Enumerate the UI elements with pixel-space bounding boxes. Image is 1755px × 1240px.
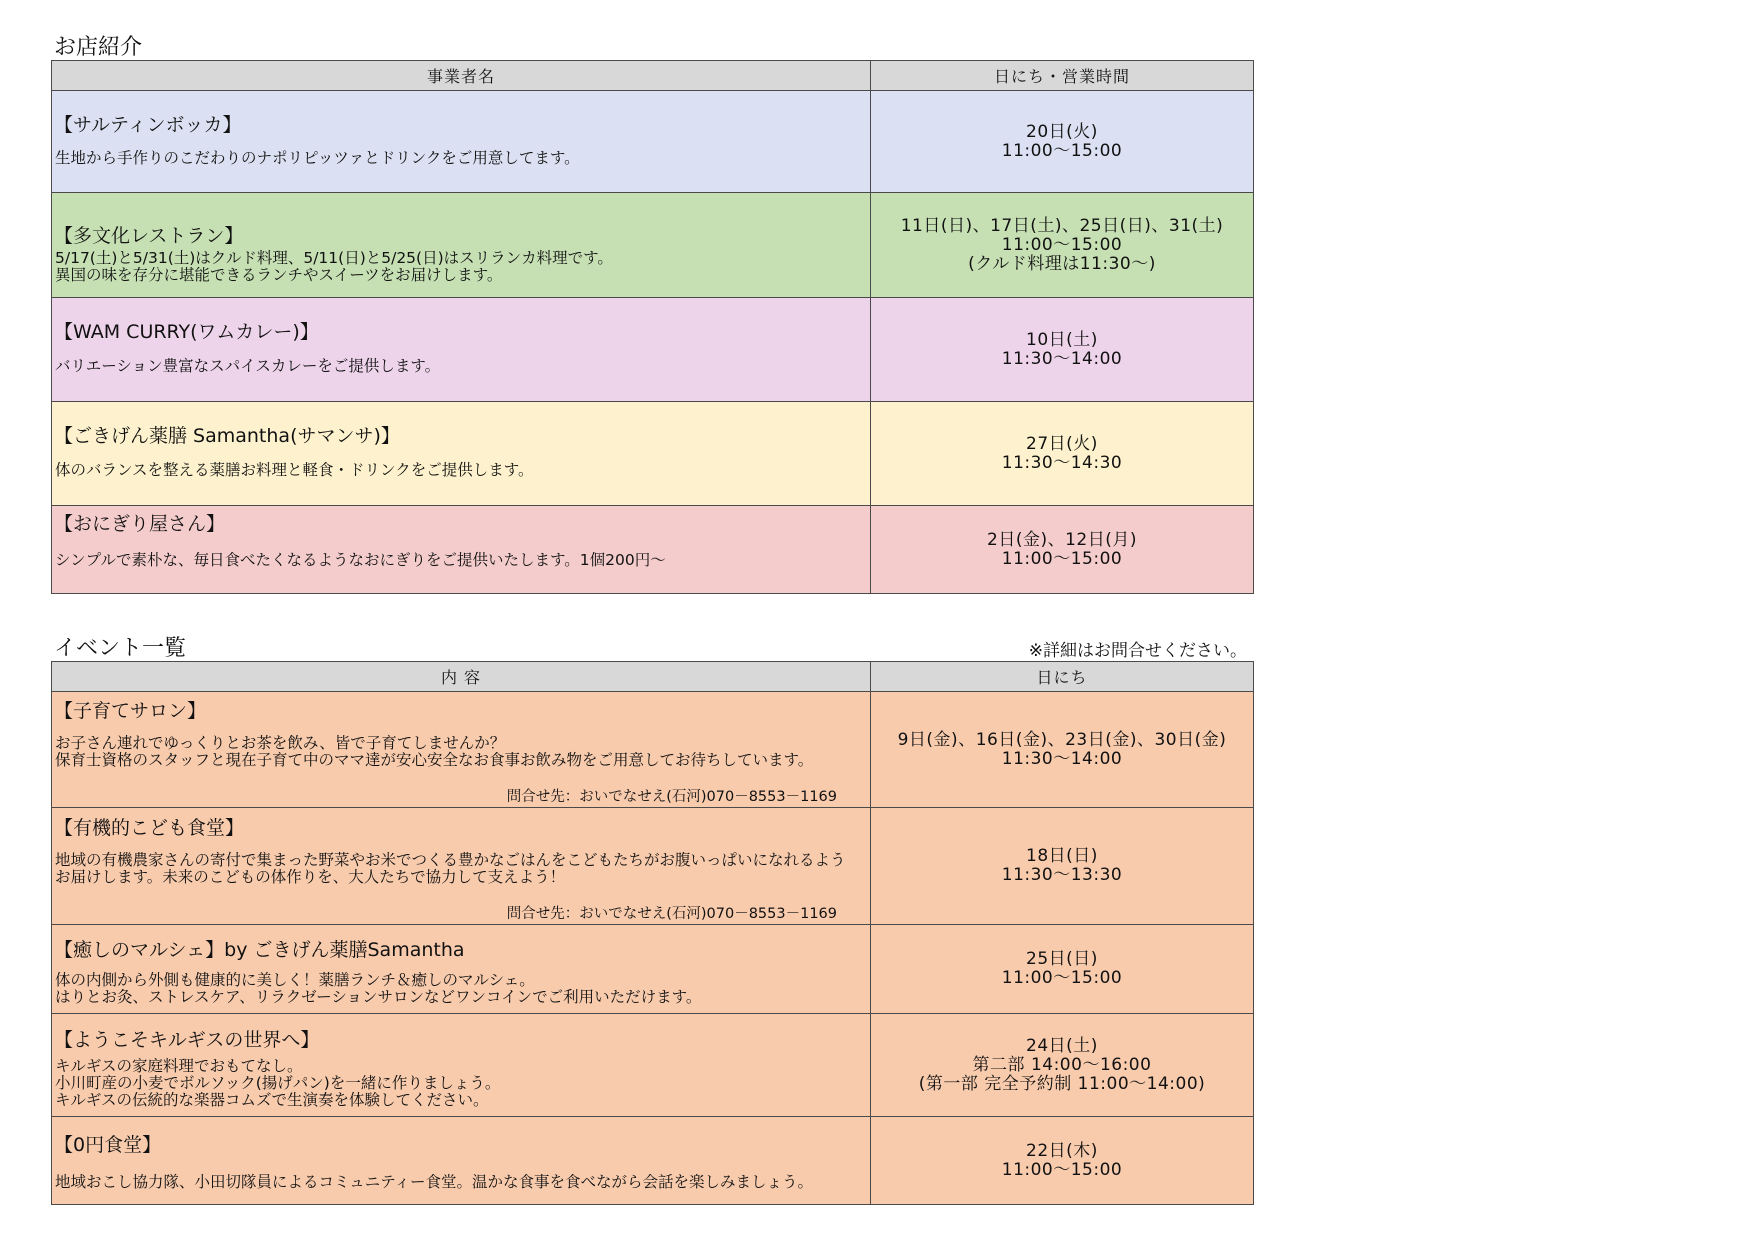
- event-date: 9日(金)、16日(金)、23日(金)、30日(金) 11:30〜14:00: [871, 692, 1254, 808]
- shops-header-hours: 日にち・営業時間: [871, 61, 1254, 91]
- shop-hours: 27日(火) 11:30〜14:30: [871, 402, 1254, 506]
- shop-hours: 10日(土) 11:30〜14:00: [871, 298, 1254, 402]
- event-name: 【有機的こども食堂】: [54, 816, 245, 839]
- shop-name: 【多文化レストラン】: [54, 225, 244, 247]
- events-table: [51, 661, 1254, 1205]
- event-contact: 問合せ先：おいでなせえ(石河)070－8553－1169: [506, 905, 837, 922]
- event-description: 地域の有機農家さんの寄付で集まった野菜やお米でつくる豊かなごはんをこどもたちがお腹いっぱいになれるよう お届けします。未来のこどもの体作りを、大人たちで協力して支えよう！: [55, 850, 846, 886]
- event-date: 22日(木) 11:00〜15:00: [871, 1117, 1254, 1205]
- shop-row: [52, 402, 1254, 506]
- shop-info-cell: [52, 193, 871, 298]
- shop-description: 体のバランスを整える薬膳お料理と軽食・ドリンクをご提供します。: [55, 461, 534, 479]
- shop-description: 5/17(土)と5/31(土)はクルド料理、5/11(日)と5/25(日)はスリランカ料理です。 異国の味を存分に堪能できるランチやスイーツをお届けします。: [55, 249, 613, 284]
- events-note: ※詳細はお問合せください。: [1028, 641, 1247, 661]
- shop-row: [52, 506, 1254, 594]
- shop-name: 【ごきげん薬膳 Samantha(サマンサ)】: [54, 425, 400, 447]
- event-row: [52, 1014, 1254, 1117]
- events-section-title: イベント一覧: [54, 636, 187, 661]
- shop-hours: 20日(火) 11:00〜15:00: [871, 91, 1254, 193]
- event-row: [52, 1117, 1254, 1205]
- shop-info-cell: [52, 91, 871, 193]
- shop-description: シンプルで素朴な、毎日食べたくなるようなおにぎりをご提供いたします。1個200円〜: [55, 551, 666, 569]
- event-name: 【癒しのマルシェ】by ごきげん薬膳Samantha: [54, 939, 465, 961]
- event-description: お子さん連れでゆっくりとお茶を飲み、皆で子育てしませんか？ 保育士資格のスタッフと現在子育て中のママ達が安心安全なお食事お飲み物をご用意してお待ちしています。: [55, 734, 814, 769]
- shop-info-cell: [52, 402, 871, 506]
- shop-info-cell: [52, 506, 871, 594]
- event-row: [52, 808, 1254, 925]
- event-date: 24日(土) 第二部 14:00〜16:00 (第一部 完全予約制 11:00〜14:00): [871, 1014, 1254, 1117]
- shop-name: 【WAM CURRY(ワムカレー)】: [54, 321, 319, 343]
- shop-name: 【サルティンボッカ】: [54, 113, 242, 136]
- shop-row: [52, 298, 1254, 402]
- event-info-cell: [52, 925, 871, 1014]
- event-row: [52, 692, 1254, 808]
- events-header-row: [52, 662, 1254, 692]
- event-description: 体の内側から外側も健康的に美しく！薬膳ランチ＆癒しのマルシェ。 はりとお灸、ストレスケア、リラクゼーションサロンなどワンコインでご利用いただけます。: [55, 971, 702, 1006]
- event-info-cell: [52, 692, 871, 808]
- shop-name: 【おにぎり屋さん】: [54, 513, 226, 535]
- event-date: 18日(日) 11:30〜13:30: [871, 808, 1254, 925]
- shops-section-title: お店紹介: [54, 35, 143, 60]
- shop-row: [52, 193, 1254, 298]
- event-description: キルギスの家庭料理でおもてなし。 小川町産の小麦でボルソック(揚げパン)を一緒に作りましょう。 キルギスの伝統的な楽器コムズで生演奏を体験してください。: [55, 1056, 501, 1109]
- events-header-content: 内 容: [52, 662, 871, 692]
- shop-description: バリエーション豊富なスパイスカレーをご提供します。: [55, 357, 441, 375]
- shop-description: 生地から手作りのこだわりのナポリピッツァとドリンクをご用意してます。: [55, 148, 580, 167]
- event-description: 地域おこし協力隊、小田切隊員によるコミュニティー食堂。温かな食事を食べながら会話を楽しみましょう。: [55, 1173, 813, 1191]
- event-row: [52, 925, 1254, 1014]
- event-name: 【0円食堂】: [54, 1134, 162, 1156]
- event-info-cell: [52, 1117, 871, 1205]
- shops-header-row: [52, 61, 1254, 91]
- event-name: 【ようこそキルギスの世界へ】: [54, 1028, 320, 1051]
- shop-row: [52, 91, 1254, 193]
- shop-hours: 2日(金)、12日(月) 11:00〜15:00: [871, 506, 1254, 594]
- event-info-cell: [52, 1014, 871, 1117]
- event-contact: 問合せ先：おいでなせえ(石河)070－8553－1169: [506, 789, 837, 805]
- shop-hours: 11日(日)、17日(土)、25日(日)、31(土) 11:00〜15:00 (クルド料理は11:30〜): [871, 193, 1254, 298]
- event-date: 25日(日) 11:00〜15:00: [871, 925, 1254, 1014]
- events-header-date: 日にち: [871, 662, 1254, 692]
- shops-table: [51, 60, 1254, 594]
- shops-header-name: 事業者名: [52, 61, 871, 91]
- shop-info-cell: [52, 298, 871, 402]
- event-name: 【子育てサロン】: [54, 700, 207, 722]
- event-info-cell: [52, 808, 871, 925]
